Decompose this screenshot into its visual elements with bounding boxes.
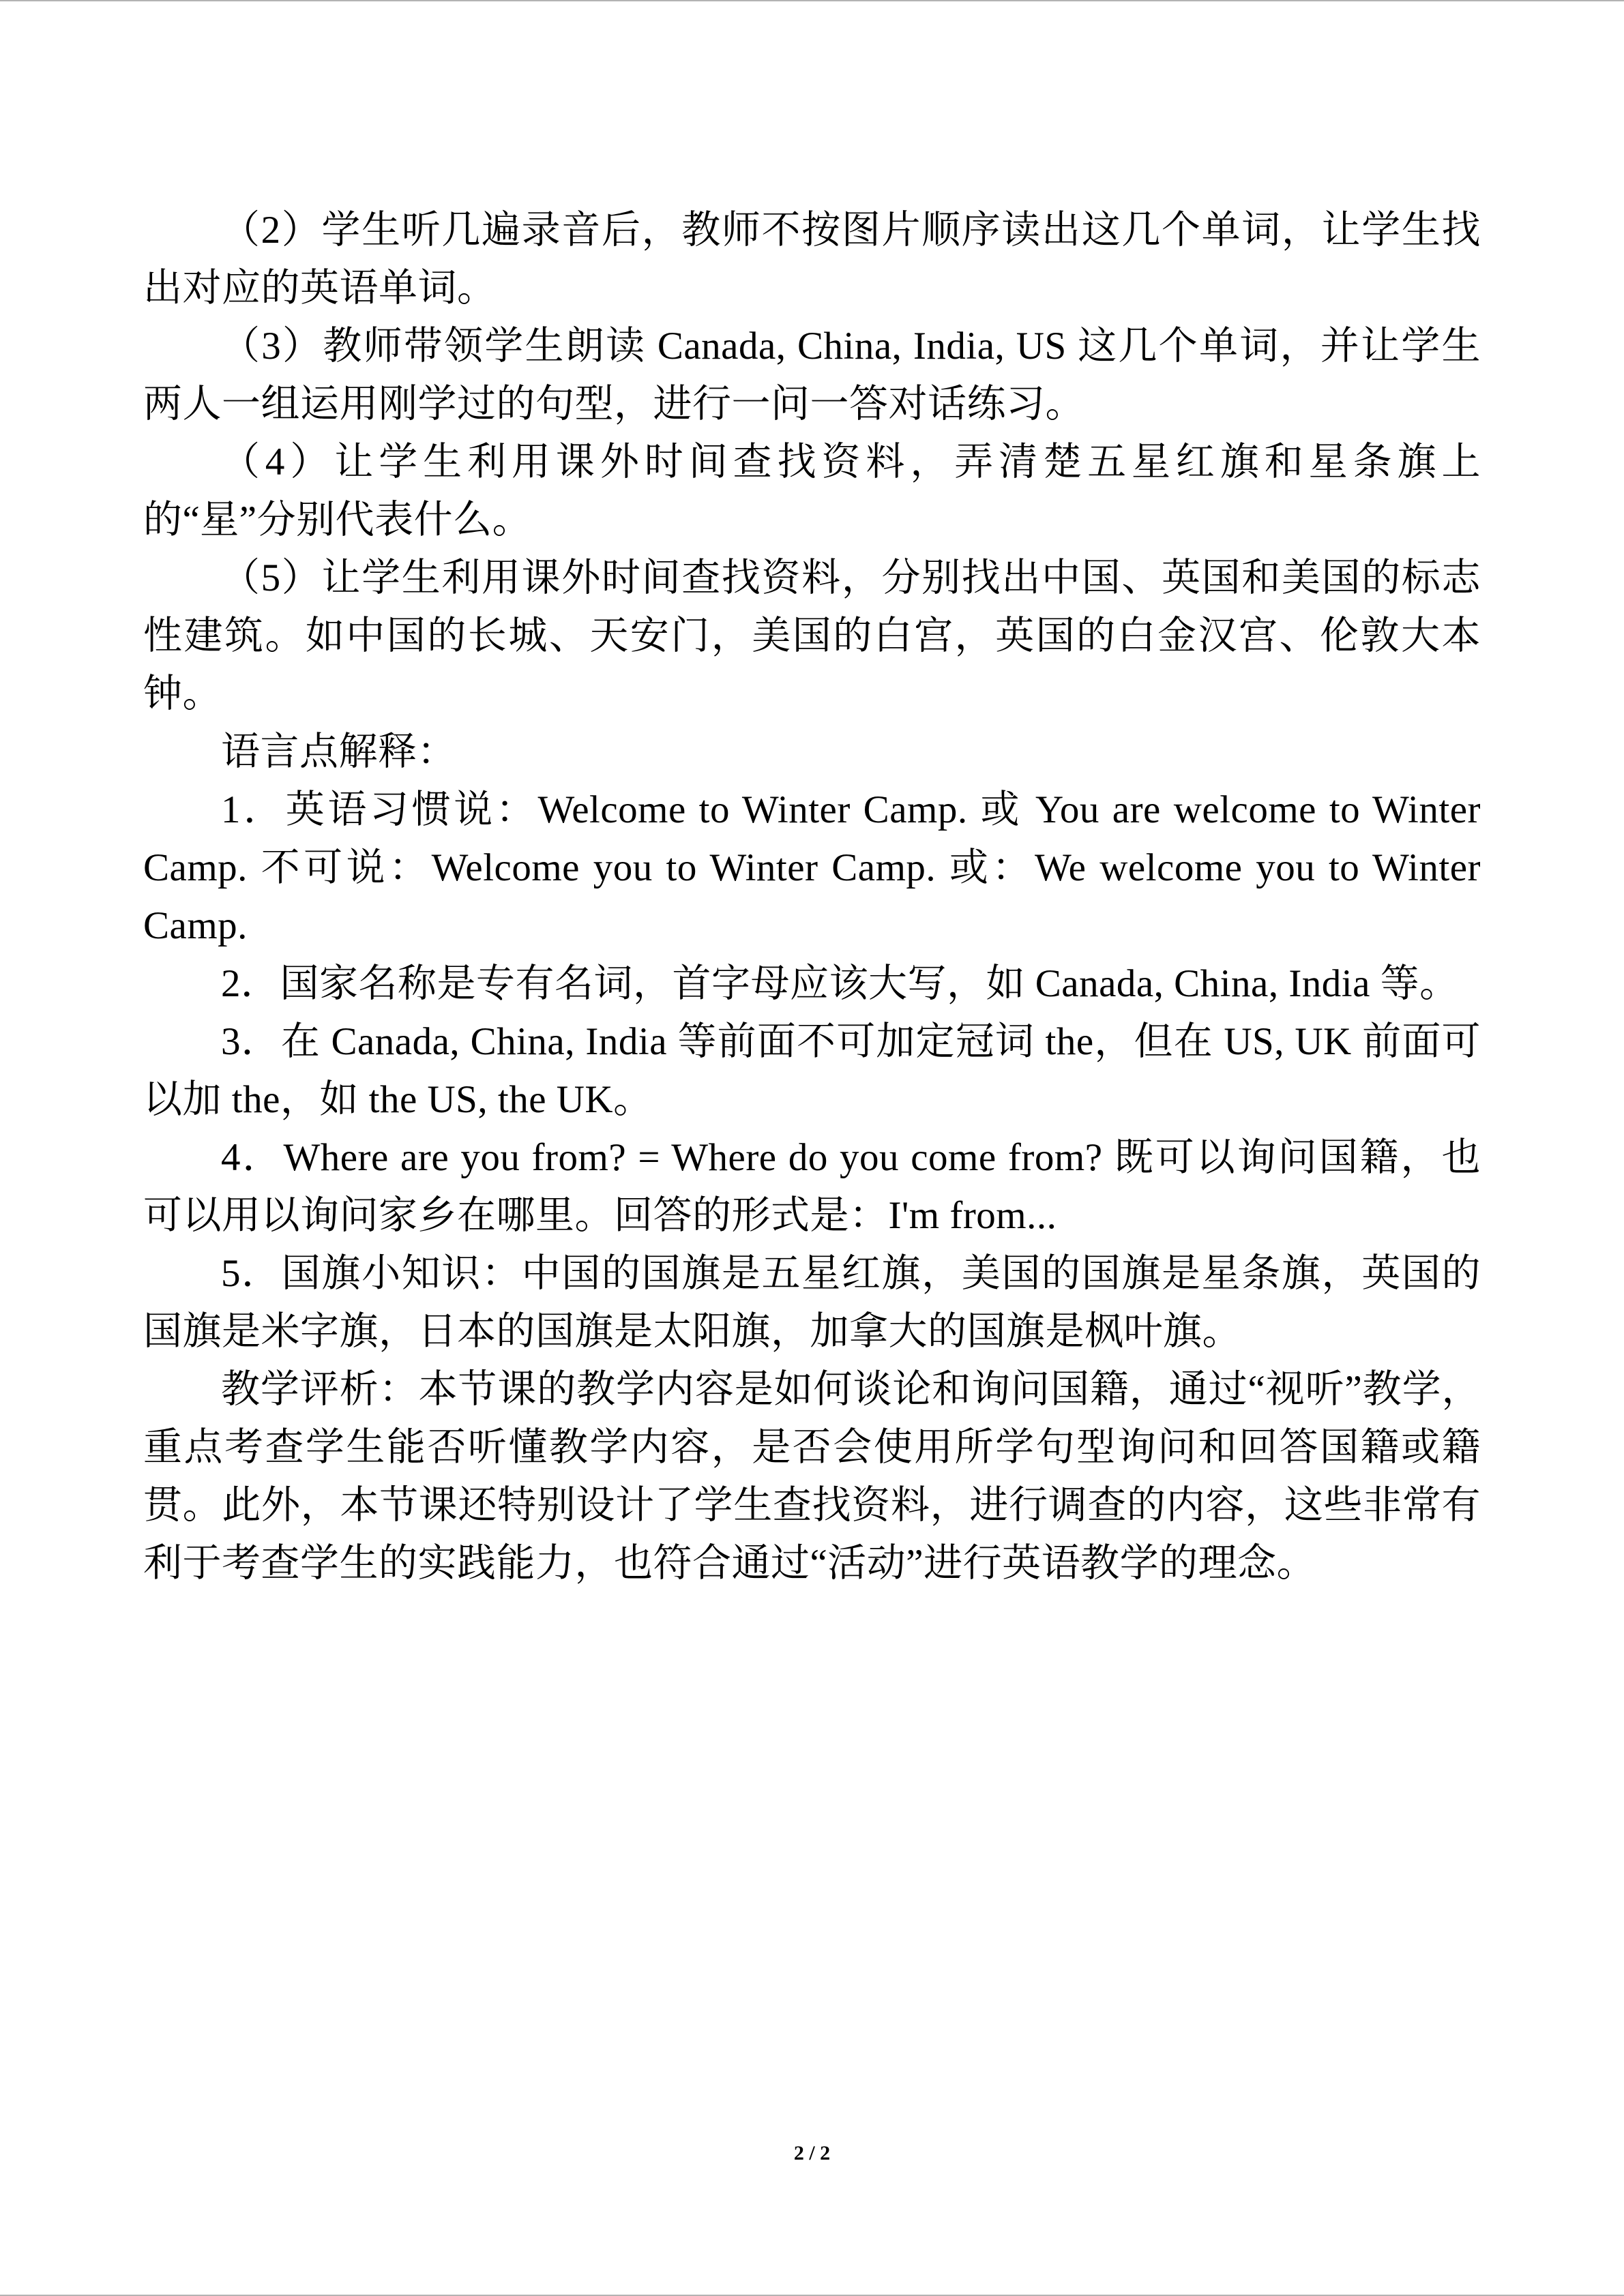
language-point-4: 4．Where are you from? = Where do you come from? 既可以询问国籍，也可以用以询问家乡在哪里。回答的形式是：I'm from... bbox=[143, 1136, 1481, 1237]
language-point-3: 3．在 Canada, China, India 等前面不可加定冠词 the，但在 US, UK 前面可以加 the，如 the US, the UK。 bbox=[143, 1020, 1481, 1121]
paragraph-step-2: （2）学生听几遍录音后，教师不按图片顺序读出这几个单词，让学生找出对应的英语单词。 bbox=[143, 209, 1481, 310]
teaching-review-paragraph: 教学评析：本节课的教学内容是如何谈论和询问国籍，通过“视听”教学，重点考查学生能否听懂教学内容，是否会使用所学句型询问和回答国籍或籍贯。此外，本节课还特别设计了学生查找资料，进行调查的内容，这些非常有利于考查学生的实践能力，也符合通过“活动”进行英语教学的理念。 bbox=[143, 1368, 1481, 1585]
language-point-1: 1．英语习惯说：Welcome to Winter Camp. 或 You are welcome to Winter Camp. 不可说：Welcome you to Winter Camp. 或：We welcome you to Winter Camp. bbox=[143, 788, 1481, 947]
paragraph-step-3: （3）教师带领学生朗读 Canada, China, India, US 这几个单词，并让学生两人一组运用刚学过的句型，进行一问一答对话练习。 bbox=[143, 325, 1481, 426]
language-point-5: 5．国旗小知识：中国的国旗是五星红旗，美国的国旗是星条旗，英国的国旗是米字旗，日本的国旗是太阳旗，加拿大的国旗是枫叶旗。 bbox=[143, 1252, 1481, 1353]
language-point-2: 2．国家名称是专有名词，首字母应该大写，如 Canada, China, India 等。 bbox=[221, 962, 1459, 1005]
paragraph-step-5: （5）让学生利用课外时间查找资料，分别找出中国、英国和美国的标志性建筑。如中国的长城、天安门，美国的白宫，英国的白金汉宫、伦敦大本钟。 bbox=[143, 556, 1481, 715]
paragraph-step-4: （4）让学生利用课外时间查找资料，弄清楚五星红旗和星条旗上的“星”分别代表什么。 bbox=[143, 441, 1481, 541]
document-body bbox=[143, 201, 1481, 1592]
language-points-heading: 语言点解释： bbox=[221, 730, 456, 773]
page-number: 2 / 2 bbox=[793, 2142, 831, 2164]
